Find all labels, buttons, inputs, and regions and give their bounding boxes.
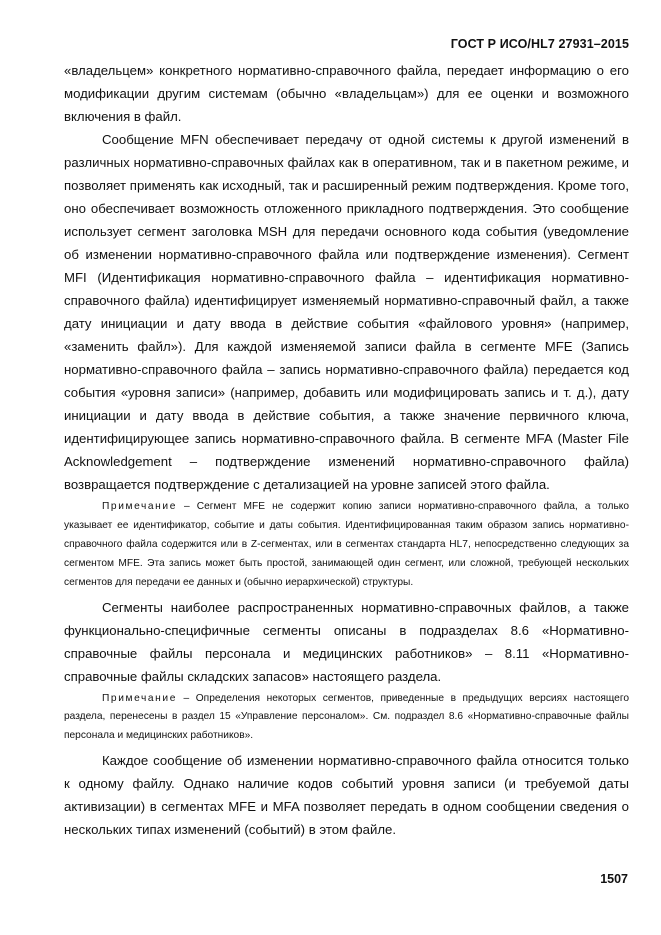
note-label: Примечание [102, 692, 177, 704]
paragraph-segments: Сегменты наиболее распространенных нормативно-справочных файлов, а также функционально-специфичные сегменты описаны в подразделах 8.6 «Нормативно-справочные файлы персонала и медицинских работников» – 8.11 «Нормативно-справочные файлы складских запасов» настоящего раздела. [64, 599, 629, 684]
paragraph-change-messages: Каждое сообщение об изменении нормативно-справочного файла относится только к одному файлу. Однако наличие кодов событий уровня записи (и требуемой даты активизации) в сегментах MFE и MFA позволяет передать в одном сообщении сведения о нескольких типах изменений (событий) в этом файле. [64, 753, 629, 838]
paragraph-mfn-message: Сообщение MFN обеспечивает передачу от одной системы к другой изменений в различных нормативно-справочных файлах как в оперативном, так и в пакетном режиме, и позволяет применять как исходный, так и расширенный режим подтверждения. Кроме того, оно обеспечивает возможность отложенного прикладного подтверждения. Это сообщение использует сегмент заголовка MSH для передачи основного кода события (уведомление об изменении нормативно-справочного файла или подтверждение изменения). Сегмент MFI (Идентификация нормативно-справочного файла – идентификация нормативно-справочного файла) идентифицирует изменяемый нормативно-справочный файл, а также дату инициации и дату ввода в действие события «файлового уровня» (например, «заменить файл»). Для каждой изменяемой записи файла в сегменте MFE (Запись нормативно-справочного файла – запись нормативно-справочного файла) передается код события «уровня записи» (например, добавить или модифицировать запись и т. д.), дату инициации и дату ввода в действие события, а также значение первичного ключа, идентифицирующее запись нормативно-справочного файла. В сегменте MFA (Master File Acknowledgement – подтверждение изменений нормативно-справочного файла) возвращается подтверждение с детализацией на уровне записей этого файла. [64, 132, 629, 492]
note-text: – Сегмент MFE не содержит копию записи нормативно-справочного файла, а только указывает ее идентификатор, событие и даты события. Идентифицированная таким образом запись нормативно-справочного файла содержится или в Z-сегментах, или в сегментах стандарта HL7, непосредственно следующих за сегментом MFE. Эта запись может быть простой, занимающей один сегмент, или сложной, требующей нескольких сегментов для передачи ее данных и (обычно иерархической) структуры. [64, 501, 629, 588]
note-label: Примечание [102, 501, 177, 512]
document-header: ГОСТ Р ИСО/HL7 27931–2015 [450, 37, 629, 51]
note-mfe-segment [64, 498, 629, 593]
note-text: – Определения некоторых сегментов, приведенные в предыдущих версиях настоящего раздела, перенесены в раздел 15 «Управление персоналом». См. подраздел 8.6 «Нормативно-справочные файлы персонала и медицинских работников». [64, 692, 629, 742]
page-body [64, 59, 629, 841]
paragraph-continuation: «владельцем» конкретного нормативно-справочного файла, передает информацию о его модификации другим системам (обычно «владельцам») для ее оценки и возможного включения в файл. [64, 63, 629, 124]
page-number: 1507 [600, 872, 628, 886]
note-segment-definitions [64, 690, 629, 747]
